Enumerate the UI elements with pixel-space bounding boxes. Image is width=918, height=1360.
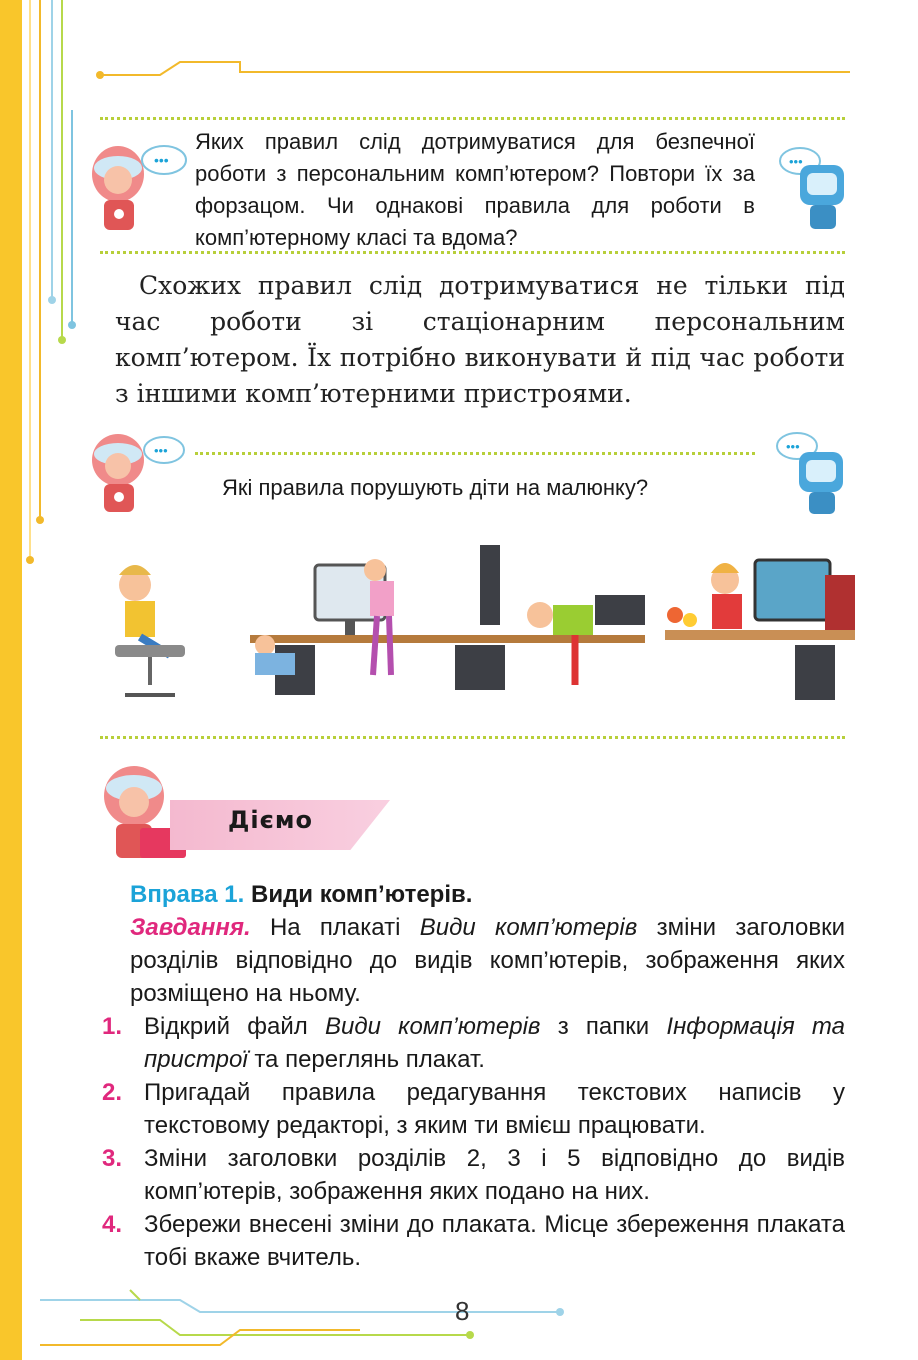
step-number: 1. [102, 1013, 123, 1040]
step-text: та переглянь плакат. [254, 1046, 485, 1073]
exercise-block [102, 878, 846, 1274]
boy-robot-mascot-icon-2 [775, 428, 860, 518]
divider-after-illustration [100, 736, 845, 739]
step-item [102, 1076, 845, 1142]
step-text: з папки [557, 1013, 650, 1040]
task-text-1: На плакаті [269, 914, 401, 941]
step-number: 4. [102, 1211, 123, 1238]
task-text-2: зміни заголовки розділів відповідно до видів комп’ютерів, зображення яких розміщено на ньому. [130, 914, 846, 1007]
question-2: Які правила порушують діти на малюнку? [222, 475, 649, 500]
section-title: Діємо [228, 806, 313, 834]
exercise-title: Види комп’ютерів. [250, 881, 473, 908]
step-text: Зміни заголовки розділів 2, 3 і 5 відповідно до видів комп’ютерів, зображення яких подано на них. [144, 1145, 845, 1205]
steps-list [102, 1010, 846, 1274]
page-number: 8 [455, 1296, 470, 1326]
main-paragraph: Схожих правил слід дотримуватися не тільки під час роботи зі стаціонарним персональним комп’ютером. Їх потрібно виконувати й під час роботи з іншими комп’ютерними пристроями. [115, 271, 845, 408]
step-number: 2. [102, 1079, 123, 1106]
svg-text:•••: ••• [154, 152, 169, 168]
step-number: 3. [102, 1145, 123, 1172]
svg-text:•••: ••• [786, 439, 800, 454]
svg-text:•••: ••• [789, 154, 803, 169]
divider-question-2 [195, 452, 755, 455]
exercise-number: Вправа 1. [130, 881, 245, 908]
step-text: Пригадай правила редагування текстових написів у текстовому редакторі, з яким ти вмієш працювати. [144, 1079, 845, 1139]
step-folder-name: Інформація та пристрої [144, 1013, 846, 1073]
step-item [102, 1142, 845, 1208]
girl-robot-mascot-icon-2 [82, 430, 192, 515]
exercise-task [130, 911, 845, 1010]
step-text: Збережи внесені зміни до плаката. Місце збереження плаката тобі вкаже вчитель. [144, 1211, 845, 1271]
exercise-heading [130, 878, 845, 911]
step-file-name: Види комп’ютерів [324, 1013, 541, 1040]
task-text-italic: Види комп’ютерів [419, 914, 638, 941]
question-1: Яких правил слід дотримуватися для безпечної роботи з персональним комп’ютером? Повтори їх за форзацом. Чи однакові правила для роботи в комп’ютерному класі та вдома? [195, 129, 755, 250]
step-text: Відкрий файл [144, 1013, 308, 1040]
step-item [102, 1010, 846, 1076]
task-label: Завдання. [130, 914, 251, 941]
boy-robot-mascot-icon [780, 145, 860, 235]
children-rules-illustration [75, 535, 865, 715]
svg-text:•••: ••• [154, 443, 168, 458]
divider-top [100, 117, 845, 120]
step-item [102, 1208, 845, 1274]
girl-robot-mascot-icon [82, 140, 192, 235]
